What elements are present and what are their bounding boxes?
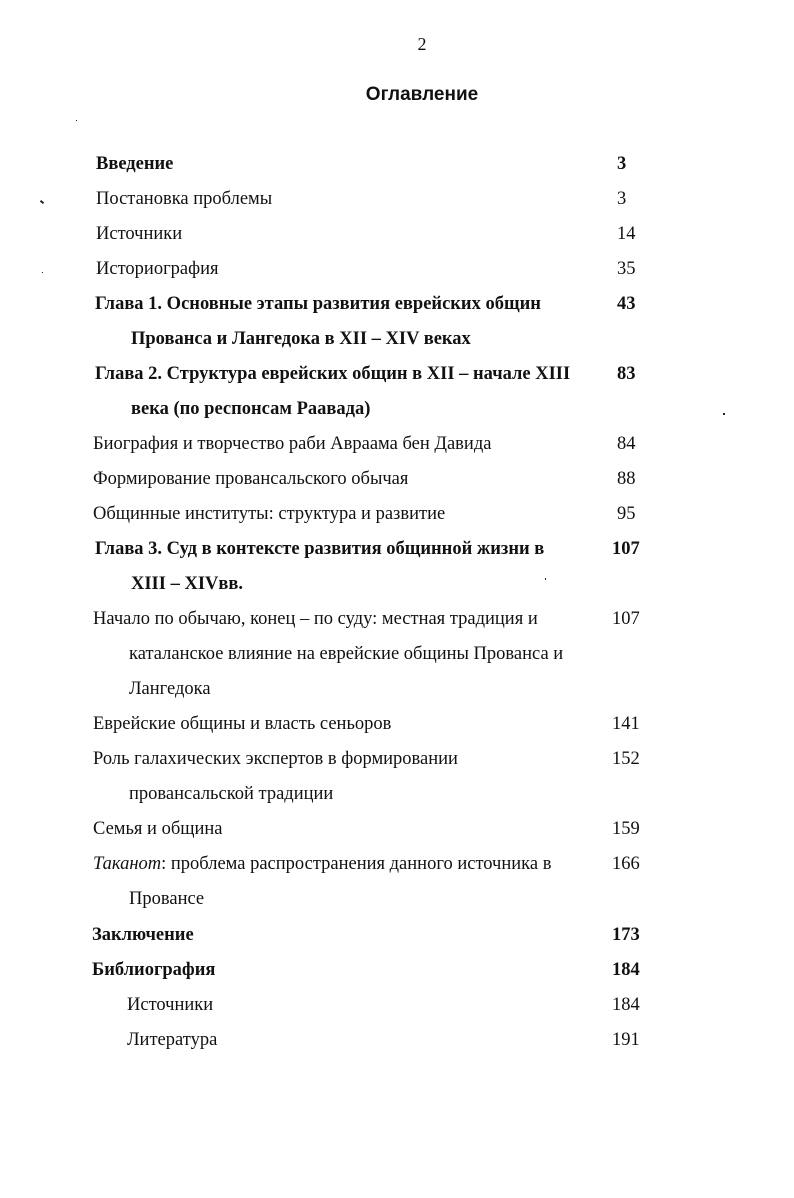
toc-entry-title: Общинные институты: структура и развитие — [93, 504, 446, 524]
toc-entry-title: Еврейские общины и власть сеньоров — [93, 714, 392, 734]
scan-speck — [545, 578, 546, 580]
toc-entry-continuation — [0, 567, 794, 602]
toc-entry-title: Формирование провансальского обычая — [93, 469, 409, 489]
toc-entry-title: Начало по обычаю, конец – по суду: местная традиция и — [93, 609, 538, 629]
toc-entry-page: 43 — [617, 294, 636, 314]
toc-entry-page: 35 — [617, 259, 636, 279]
toc-entry — [0, 217, 794, 252]
toc-entry-bibliography — [0, 953, 794, 988]
toc-entry-title: Введение — [96, 154, 174, 174]
toc-entry-conclusion — [0, 918, 794, 953]
toc-entry-page: 159 — [612, 819, 640, 839]
toc-entry-title-line2: каталанское влияние на еврейские общины Прованса и — [129, 644, 564, 664]
scan-speck — [42, 272, 43, 273]
toc-entry-page: 84 — [617, 434, 636, 454]
toc-entry-continuation — [0, 882, 794, 917]
page-number: 2 — [417, 34, 427, 54]
toc-entry — [0, 602, 794, 637]
toc-entry-chapter-1 — [0, 287, 794, 322]
toc-entry-title: Библиография — [92, 960, 216, 980]
toc-entry-title: Биография и творчество раби Авраама бен Давида — [93, 434, 492, 454]
toc-entry-continuation — [0, 777, 794, 812]
toc-entry — [0, 497, 794, 532]
toc-entry-title — [93, 847, 551, 882]
toc-entry-page: 184 — [612, 960, 640, 980]
toc-entry-page: 107 — [612, 609, 640, 629]
toc-entry-title: Роль галахических экспертов в формировании — [93, 749, 458, 769]
toc-entry — [0, 847, 794, 882]
toc-entry-page: 3 — [617, 189, 627, 209]
toc-entry-title: Историография — [96, 259, 219, 279]
toc-entry-page: 173 — [612, 925, 640, 945]
toc-entry-title: Глава 1. Основные этапы развития еврейских общин — [95, 294, 541, 314]
toc-entry-title-line2: Провансе — [129, 889, 205, 909]
toc-entry-page: 14 — [617, 224, 636, 244]
toc-entry-page: 184 — [612, 995, 640, 1015]
toc-entry-page: 3 — [617, 154, 627, 174]
toc-entry-title: Источники — [96, 224, 183, 244]
toc-entry-page: 152 — [612, 749, 640, 769]
toc-entry — [0, 742, 794, 777]
toc-entry-title: Постановка проблемы — [96, 189, 273, 209]
toc-entry-title: Источники — [127, 995, 214, 1015]
toc-entry-chapter-2 — [0, 357, 794, 392]
toc-entry-continuation — [0, 322, 794, 357]
toc-entry-page: 88 — [617, 469, 636, 489]
toc-entry-page: 191 — [612, 1030, 640, 1050]
toc-entry-continuation — [0, 392, 794, 427]
toc-entry-title-italic: Таканот — [93, 854, 162, 874]
toc-entry-title-line2: XIII – XIVвв. — [131, 574, 243, 594]
toc-entry — [0, 812, 794, 847]
toc-entry-chapter-3 — [0, 532, 794, 567]
toc-entry-title-line2: Прованса и Лангедока в XII – XIV веках — [131, 329, 471, 349]
toc-entry-title: Заключение — [92, 925, 194, 945]
toc-entry — [0, 1023, 794, 1058]
toc-entry-page: 166 — [612, 854, 640, 874]
toc-entry-title-line2: века (по респонсам Раавада) — [131, 399, 371, 419]
toc-entry-title: Семья и община — [93, 819, 223, 839]
toc-entry-page: 83 — [617, 364, 636, 384]
toc-entry-page: 107 — [612, 539, 640, 559]
toc-entry — [0, 427, 794, 462]
toc-entry-title-line2: провансальской традиции — [129, 784, 334, 804]
toc-entry — [0, 988, 794, 1023]
toc-entry — [0, 182, 794, 217]
toc-entry-title-rest: : проблема распространения данного источника в — [161, 854, 552, 874]
toc-entry-title: Глава 3. Суд в контексте развития общинной жизни в — [95, 539, 545, 559]
toc-entry — [0, 252, 794, 287]
toc-entry-continuation — [0, 637, 794, 672]
toc-entry-introduction — [0, 147, 794, 182]
toc-entry-page: 95 — [617, 504, 636, 524]
toc-entry-continuation — [0, 672, 794, 707]
toc-entry-page: 141 — [612, 714, 640, 734]
toc-entry — [0, 462, 794, 497]
toc-entry-title: Литература — [127, 1030, 218, 1050]
toc-entry-title: Глава 2. Структура еврейских общин в XII – начале XIII — [95, 364, 571, 384]
scan-speck — [723, 413, 725, 415]
toc-entry-title-line3: Лангедока — [129, 679, 211, 699]
toc-title: Оглавление — [365, 84, 479, 105]
toc-entry — [0, 707, 794, 742]
scan-speck — [76, 120, 77, 121]
